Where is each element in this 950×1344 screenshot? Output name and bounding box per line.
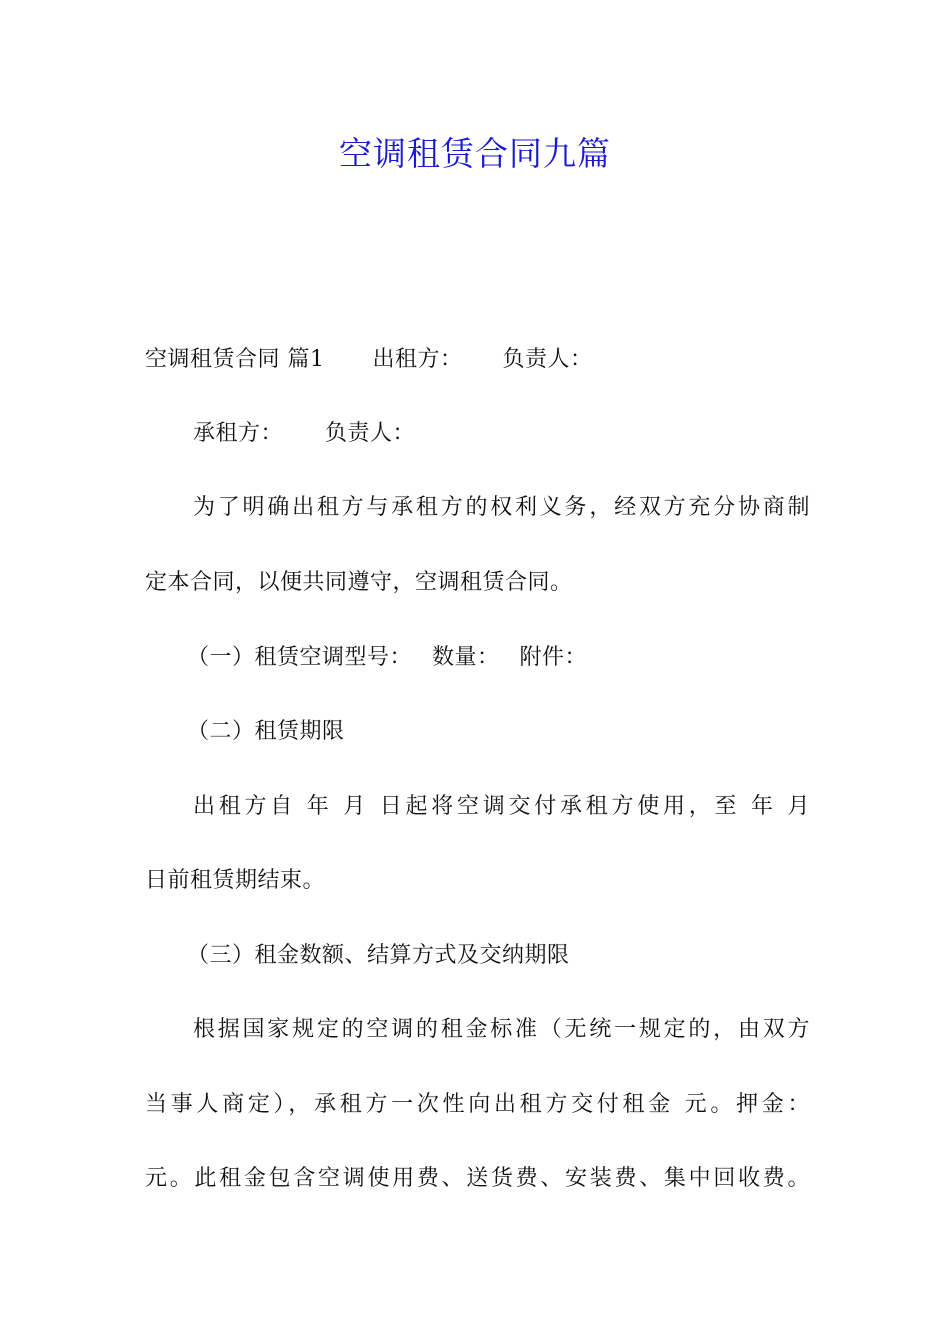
contract-heading: 空调租赁合同 篇1 — [145, 347, 325, 372]
paragraph-purpose-line-2: 定本合同，以便共同遵守，空调租赁合同。 — [145, 570, 573, 595]
lessor-manager-label: 负责人： — [502, 347, 593, 372]
lessor-label: 出租方： — [372, 347, 463, 372]
attachment-label: 附件： — [519, 645, 588, 670]
paragraph-rent-line-2: 当事人商定），承租方一次性向出租方交付租金 元。押金： — [145, 1092, 810, 1117]
lessee-label: 承租方： — [193, 421, 284, 446]
paragraph-term-line-2: 日前租赁期结束。 — [145, 868, 326, 893]
paragraph-rent-line-3: 元。此租金包含空调使用费、送货费、安装费、集中回收费。 — [145, 1166, 810, 1191]
paragraph-purpose-line-1: 为了明确出租方与承租方的权利义务，经双方充分协商制 — [193, 495, 810, 520]
document-title: 空调租赁合同九篇 — [339, 134, 611, 173]
model-label: （一）租赁空调型号： — [187, 645, 413, 670]
quantity-label: 数量： — [432, 645, 500, 670]
section-3-heading: （三）租金数额、结算方式及交纳期限 — [187, 943, 570, 968]
paragraph-term-line-1: 出租方自 年 月 日起将空调交付承租方使用，至 年 月 — [193, 794, 810, 819]
section-1-heading — [187, 643, 804, 673]
section-2-heading: （二）租赁期限 — [187, 719, 345, 744]
paragraph-rent-line-1: 根据国家规定的空调的租金标准（无统一规定的，由双方 — [193, 1017, 810, 1042]
paragraph-lessee-line — [193, 419, 810, 449]
paragraph-lessor-line — [145, 345, 810, 375]
lessee-manager-label: 负责人： — [325, 421, 416, 446]
